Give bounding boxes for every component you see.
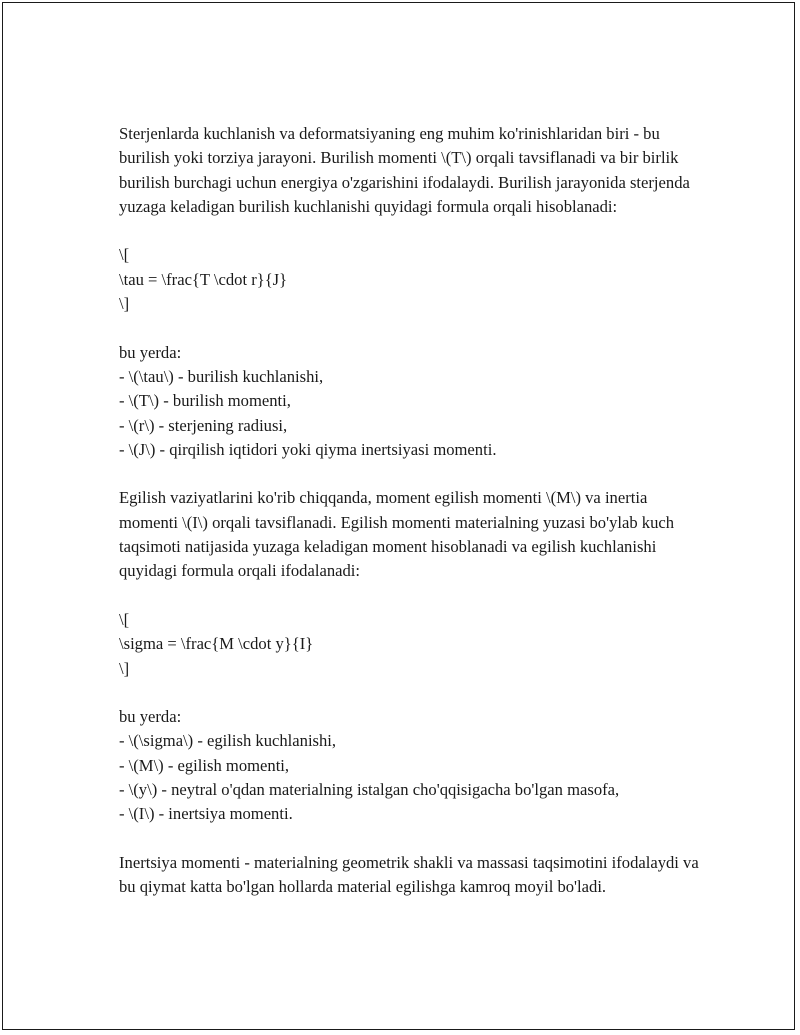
bending-paragraph: Egilish vaziyatlarini ko'rib chiqqanda, moment egilish momenti \(M\) va inertia momenti \(I\) orqali tavsiflanadi. Egilish momenti materialning yuzasi bo'ylab kuch taqsimoti natijasida yuzaga keladigan moment hisoblanadi va egilish kuchlanishi quyidagi formula orqali ifodalanadi: (119, 488, 675, 581)
definition-item: - \(M\) - egilish momenti, (119, 755, 290, 775)
definition-item: - \(y\) - neytral o'qdan materialning istalgan cho'qqisigacha bo'lgan masofa, (119, 780, 620, 800)
formula-line: \[ (119, 245, 130, 265)
page-frame (2, 2, 795, 1030)
intro-paragraph: Sterjenlarda kuchlanish va deformatsiyaning eng muhim ko'rinishlaridan biri - bu burilish yoki torziya jarayoni. Burilish momenti \(T\) orqali tavsiflanadi va bir birlik burilish burchagi uchun energiya o'zgarishini ifodalaydi. Burilish jarayonida sterjenda yuzaga keladigan burilish kuchlanishi quyidagi formula orqali hisoblanadi: (119, 124, 690, 216)
formula-block-sigma (119, 608, 699, 681)
formula-line: \tau = \frac{T \cdot r}{J} (119, 269, 288, 289)
definitions-list-sigma (119, 705, 699, 826)
spacer (119, 462, 699, 486)
spacer (119, 316, 699, 340)
definition-item: - \(\sigma\) - egilish kuchlanishi, (119, 731, 337, 751)
spacer (119, 584, 699, 608)
formula-line: \sigma = \frac{M \cdot y}{I} (119, 634, 314, 654)
document-body (119, 122, 699, 900)
spacer (119, 681, 699, 705)
spacer (119, 827, 699, 851)
definitions-heading: bu yerda: (119, 342, 182, 362)
formula-line: \] (119, 294, 130, 314)
definition-item: - \(I\) - inertsiya momenti. (119, 804, 293, 824)
formula-line: \[ (119, 609, 130, 629)
definitions-heading: bu yerda: (119, 707, 182, 727)
definitions-list-tau (119, 341, 699, 462)
spacer (119, 219, 699, 243)
definition-item: - \(T\) - burilish momenti, (119, 391, 291, 411)
formula-block-tau (119, 243, 699, 316)
formula-line: \] (119, 658, 130, 678)
definition-item: - \(J\) - qirqilish iqtidori yoki qiyma inertsiyasi momenti. (119, 439, 497, 459)
definition-item: - \(\tau\) - burilish kuchlanishi, (119, 366, 324, 386)
definition-item: - \(r\) - sterjening radiusi, (119, 415, 288, 435)
conclusion-paragraph: Inertsiya momenti - materialning geometrik shakli va massasi taqsimotini ifodalaydi va bu qiymat katta bo'lgan hollarda material egilishga kamroq moyil bo'ladi. (119, 852, 699, 897)
